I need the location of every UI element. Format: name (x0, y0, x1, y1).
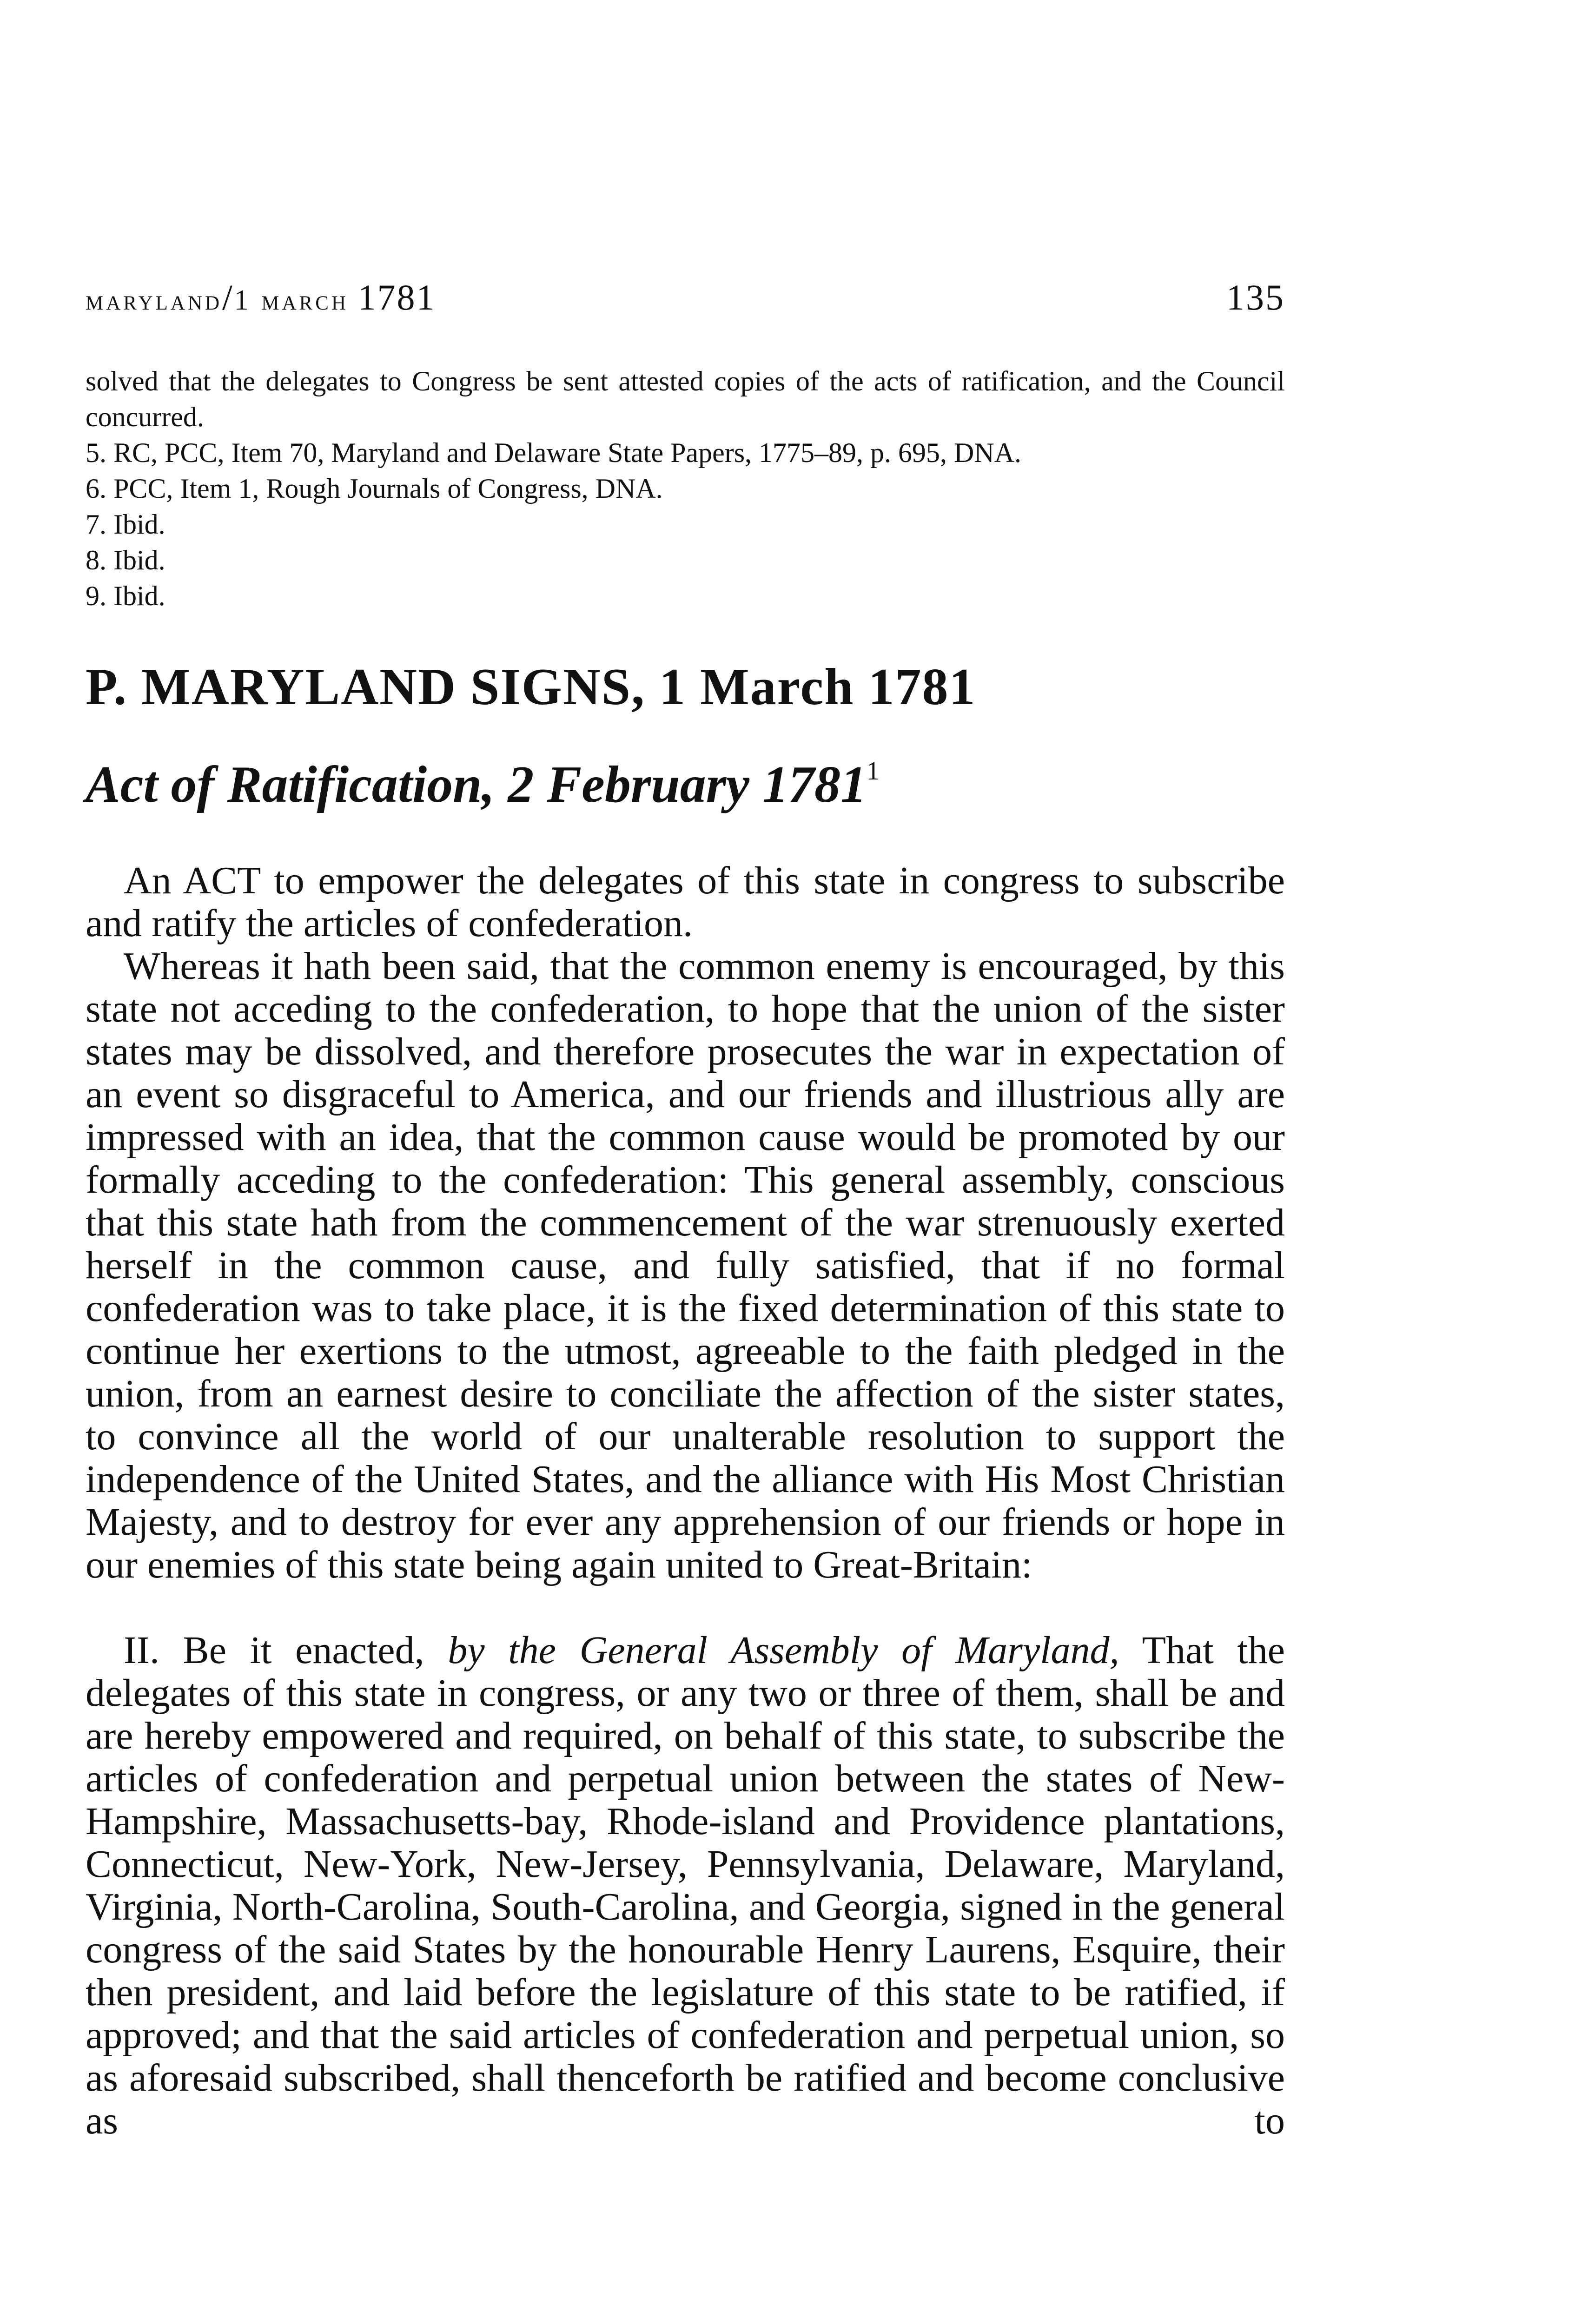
enact-authority: by the General Assembly of Maryland, (448, 1629, 1119, 1672)
enactment-paragraph (86, 1629, 1285, 2142)
section-subheading (86, 754, 1285, 815)
running-head-left (86, 279, 436, 319)
footnote-9: 9. Ibid. (86, 581, 165, 611)
running-head (86, 279, 1285, 319)
document-page (86, 279, 1285, 2142)
footnote-6: 6. PCC, Item 1, Rough Journals of Congress, DNA. (86, 473, 663, 504)
footnote-5: 5. RC, PCC, Item 70, Maryland and Delaware State Papers, 1775–89, p. 695, DNA. (86, 437, 1022, 468)
whereas-paragraph: Whereas it hath been said, that the common enemy is encouraged, by this state not acceding to the confederation, to hope that the union of the sister states may be dissolved, and therefore prosecutes the war in expectation of an event so disgraceful to America, and our friends and illustrious ally are impressed with an idea, that the common cause would be promoted by our formally acceding to the confederation: This general assembly, conscious that this state hath from the commencement of the war strenuously exerted herself in the common cause, and fully satisfied, that if no formal confederation was to take place, it is the fixed determination of this state to continue her exertions to the utmost, agreeable to the faith pledged in the union, from an earnest desire to conciliate the affection of the sister states, to convince all the world of our unalterable resolution to support the independence of the United States, and the alliance with His Most Christian Majesty, and to destroy for ever any apprehension of our friends or hope in our enemies of this state being again united to Great-Britain: (86, 944, 1285, 1586)
running-head-separator: / (222, 277, 234, 317)
page-number: 135 (1226, 277, 1285, 317)
act-text (86, 859, 1285, 2142)
act-title-paragraph: An ACT to empower the delegates of this state in congress to subscribe and ratify the articles of confederation. (86, 859, 1285, 945)
running-head-year: 1781 (357, 277, 436, 317)
section-heading: P. MARYLAND SIGNS, 1 March 1781 (86, 658, 976, 716)
subheading-note-ref: 1 (867, 757, 880, 786)
enact-number: II. Be it enacted, (124, 1629, 424, 1672)
footnote-7: 7. Ibid. (86, 509, 165, 540)
enact-text: That the delegates of this state in congress, or any two or three of them, shall be and are hereby empowered and required, on behalf of this state, to subscribe the articles of confederation and perpetual union between the states of New-Hampshire, Massachusetts-bay, Rhode-island and Providence plantations, Connecticut, New-York, New-Jersey, Pennsylvania, Delaware, Maryland, Virginia, North-Carolina, South-Carolina, and Georgia, signed in the general congress of the said States by the honourable Henry Laurens, Esquire, their then president, and laid before the legislature of this state to be ratified, if approved; and that the said articles of confederation and perpetual union, so as aforesaid subscribed, shall thenceforth be ratified and become conclusive as to (86, 1629, 1285, 2142)
running-head-date: 1 march (234, 284, 349, 316)
running-head-state: maryland (86, 284, 223, 316)
footnote-8: 8. Ibid. (86, 545, 165, 575)
footnote-continuation: solved that the delegates to Congress be sent attested copies of the acts of ratification, and the Council concurred. (86, 366, 1285, 432)
subheading-text: Act of Ratification, 2 February 1781 (86, 756, 867, 813)
footnotes-continued (86, 363, 1285, 614)
